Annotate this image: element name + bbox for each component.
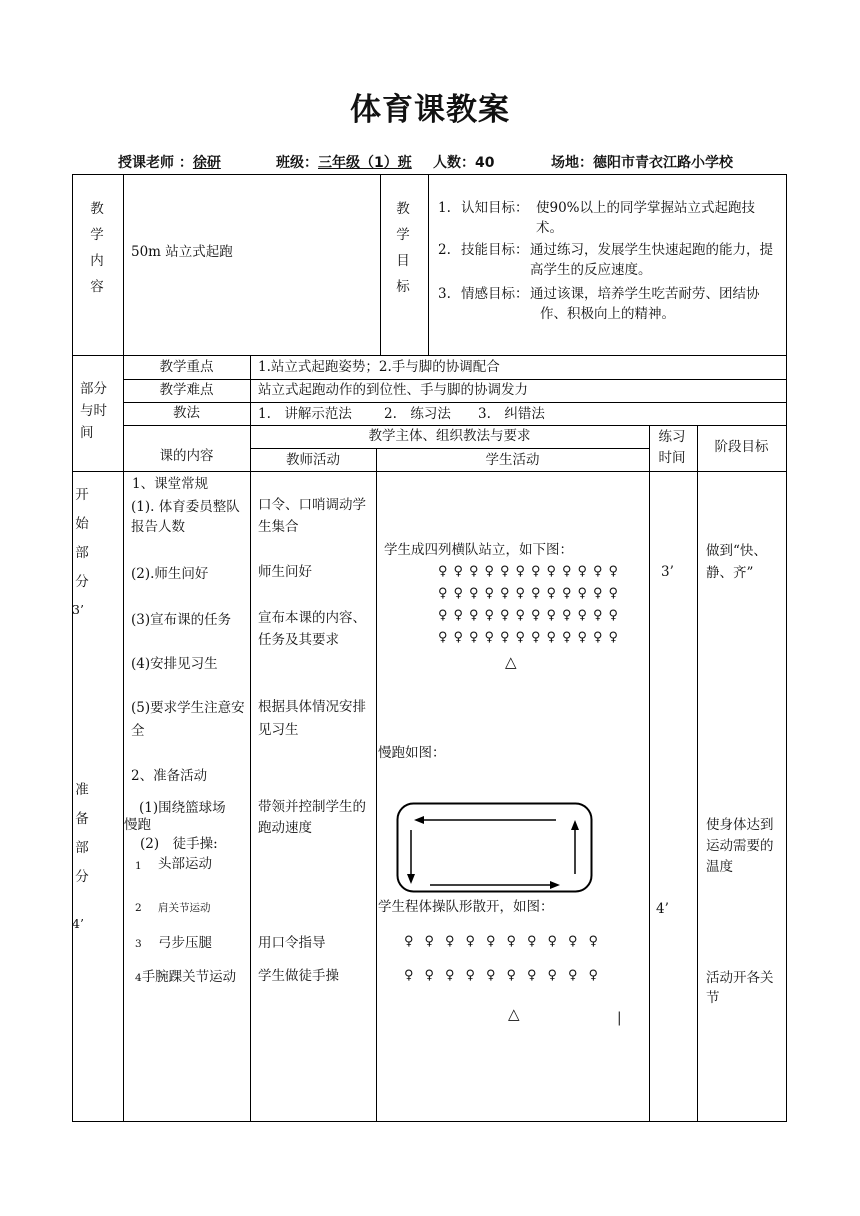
formation-marker: | [617, 1010, 622, 1026]
exercise-1: 头部运动 [158, 856, 212, 872]
exercise-2-num: 2 [135, 902, 142, 914]
prep-title: 2、准备活动 [131, 768, 208, 784]
exercise-2: 肩关节运动 [158, 902, 211, 914]
teacher-position-mark-2: △ [508, 1005, 520, 1023]
difficulty-value: 站立式起跑动作的到位性、手与脚的协调发力 [258, 382, 528, 398]
exercise-3-num: 3 [135, 938, 142, 950]
stage-goal-2: 使身体达到运动需要的温度 [706, 817, 774, 875]
routine-5: (5)要求学生注意安全 [131, 700, 245, 739]
prep-part-label: 准备部分 [75, 782, 89, 885]
formation-row: ♀♀♀♀♀♀♀♀♀♀♀♀ [438, 630, 625, 645]
student-act-2: 慢跑如图： [378, 745, 446, 761]
goal-2-line1: 通过练习，发展学生快速起跑的能力，提 [530, 242, 773, 258]
teacher-act-6: 用口令指导 [258, 935, 326, 951]
teacher-act-2: 师生问好 [258, 564, 312, 580]
key-value: 1.站立式起跑姿势；2.手与脚的协调配合 [258, 359, 500, 375]
formation-row: ♀♀♀♀♀♀♀♀♀♀♀♀ [438, 608, 625, 623]
prep-2: (2) 徒手操: [140, 836, 218, 852]
method-label: 教法 [173, 405, 200, 421]
practice-time-start: 3’ [661, 564, 674, 580]
venue-label: 场地： [551, 155, 593, 171]
goal-3-line2: 作、积极向上的精神。 [540, 306, 675, 322]
class-name: 三年级（1）班 [318, 155, 412, 171]
routine-4: (4)安排见习生 [131, 656, 218, 672]
teacher-info [118, 152, 221, 172]
goal-2-head: 技能目标： [461, 242, 529, 258]
jogging-route-diagram [396, 802, 594, 894]
col-content: 课的内容 [159, 448, 214, 464]
method-1: 1. 讲解示范法 [258, 406, 352, 422]
col-main: 教学主体、组织教法与要求 [368, 428, 531, 444]
goal-3-head: 情感目标： [461, 286, 529, 302]
method-2: 2. 练习法 [384, 406, 451, 422]
difficulty-label: 教学难点 [159, 382, 214, 398]
content-value: 50m 站立式起跑 [131, 244, 233, 260]
goal-2-num: 2. [438, 242, 451, 258]
teacher-act-4: 根据具体情况安排见习生 [258, 699, 366, 738]
prep-1b: 慢跑 [124, 817, 151, 833]
routine-3: (3)宣布课的任务 [131, 612, 232, 628]
goal-1-line2: 术。 [536, 220, 563, 236]
key-label: 教学重点 [159, 359, 214, 375]
class-info [276, 152, 412, 172]
routine-1: (1). 体育委员整队 报告人数 [131, 499, 240, 535]
stage-goal-3: 活动开各关节 [706, 970, 774, 1006]
teacher-name: 徐研 [192, 155, 221, 171]
exercise-1-num: 1 [135, 860, 142, 872]
goal-1-num: 1. [438, 200, 451, 216]
formation-row-2: ♀♀♀♀♀♀♀♀♀♀ [404, 968, 610, 983]
start-part-time: 3’ [72, 602, 84, 617]
routine-2: (2).师生问好 [131, 566, 209, 582]
prep-part-time: 4’ [72, 916, 84, 931]
teacher-position-mark: △ [505, 653, 517, 671]
routine-title: 1、课堂常规 [132, 476, 209, 492]
exercise-4-text: 手腕踝关节运动 [141, 969, 237, 985]
goals-label: 教学目标 [396, 201, 410, 295]
formation-row: ♀♀♀♀♀♀♀♀♀♀♀♀ [438, 586, 625, 601]
exercise-3: 弓步压腿 [158, 935, 212, 951]
student-act-3: 学生程体操队形散开，如图： [378, 899, 554, 915]
exercise-4-num: 4 [135, 972, 142, 984]
teacher-act-5: 带领并控制学生的跑动速度 [258, 799, 366, 836]
section-time-label: 部分与时间 [80, 381, 107, 441]
exercise-4 [135, 967, 247, 988]
teacher-act-7: 学生做徒手操 [258, 968, 339, 984]
col-goal: 阶段目标 [714, 439, 769, 455]
count-value: 40 [475, 155, 495, 171]
student-act-1: 学生成四列横队站立，如下图： [384, 542, 573, 558]
teacher-act-3: 宣布本课的内容、任务及其要求 [258, 610, 366, 648]
content-label: 教学内容 [90, 201, 104, 295]
venue-info [551, 152, 733, 172]
class-label: 班级： [276, 155, 318, 171]
page-title: 体育课教案 [350, 92, 510, 128]
goal-3-num: 3. [438, 286, 451, 302]
venue-value: 德阳市青衣江路小学校 [593, 155, 733, 171]
stage-goal-1: 做到“快、静、齐” [706, 543, 767, 581]
teacher-label: 授课老师 ： [118, 155, 193, 171]
col-teacher: 教师活动 [286, 452, 340, 468]
col-student: 学生活动 [485, 452, 540, 468]
start-part-label: 开始部分 [75, 487, 89, 590]
count-label: 人数： [433, 155, 475, 171]
col-practice: 练习时间 [658, 429, 686, 466]
formation-row: ♀♀♀♀♀♀♀♀♀♀♀♀ [438, 564, 625, 579]
teacher-act-1: 口令、口哨调动学生集合 [258, 497, 366, 535]
formation-row-2: ♀♀♀♀♀♀♀♀♀♀ [404, 934, 610, 949]
prep-1a: (1)围绕篮球场 [139, 800, 226, 816]
goal-1-line1: 使90%以上的同学掌握站立式起跑技 [536, 200, 756, 216]
goal-2-line2: 高学生的反应速度。 [530, 262, 652, 278]
method-3: 3. 纠错法 [478, 406, 545, 422]
count-info [433, 152, 494, 172]
goal-1-head: 认知目标： [461, 200, 529, 216]
practice-time-prep: 4’ [656, 901, 669, 917]
goal-3-line1: 通过该课，培养学生吃苦耐劳、团结协 [530, 286, 760, 302]
